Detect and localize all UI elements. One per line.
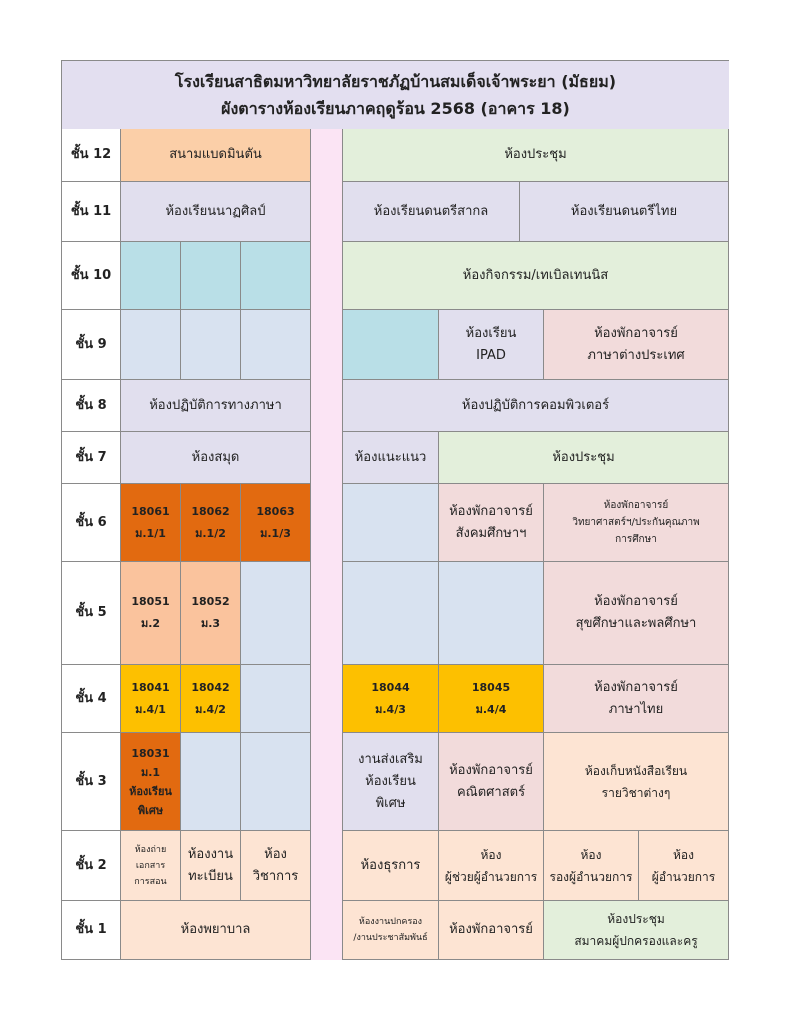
corridor [311,129,343,960]
room-western-music: ห้องเรียนดนตรีสากล [343,182,520,242]
room-document-copy: ห้องถ่าย เอกสาร การสอน [121,831,181,901]
room-f5-c [241,562,311,665]
floor-label-10: ชั้น 10 [62,242,121,310]
room-discipline-pr: ห้องงานปกครอง /งานประชาสัมพันธ์ [343,901,439,960]
floor-plan-table [61,60,729,960]
floor-label-7: ชั้น 7 [62,432,121,484]
room-deputy-director: ห้อง รองผู้อำนวยการ [544,831,639,901]
room-dance-classroom: ห้องเรียนนาฏศิลป์ [121,182,311,242]
room-f9-d [343,310,439,380]
room-f4-c [241,665,311,733]
room-18031: 18031 ม.1 ห้องเรียน พิเศษ [121,733,181,831]
room-director: ห้อง ผู้อำนวยการ [639,831,729,901]
room-f9-a [121,310,181,380]
room-administration: ห้องธุรการ [343,831,439,901]
room-18044: 18044 ม.4/3 [343,665,439,733]
room-foreign-language-teachers: ห้องพักอาจารย์ ภาษาต่างประเทศ [544,310,729,380]
room-f5-d [343,562,439,665]
room-18042: 18042 ม.4/2 [181,665,241,733]
room-f9-b [181,310,241,380]
room-computer-lab: ห้องปฏิบัติการคอมพิวเตอร์ [343,380,729,432]
floor-label-12: ชั้น 12 [62,129,121,182]
floor-label-8: ชั้น 8 [62,380,121,432]
room-guidance: ห้องแนะแนว [343,432,439,484]
room-thai-music: ห้องเรียนดนตรีไทย [520,182,729,242]
room-meeting-f12: ห้องประชุม [343,129,729,182]
room-math-teachers: ห้องพักอาจารย์ คณิตศาสตร์ [439,733,544,831]
room-academic: ห้อง วิชาการ [241,831,311,901]
plan-title [62,61,729,130]
room-thai-teachers: ห้องพักอาจารย์ ภาษาไทย [544,665,729,733]
room-badminton-court: สนามแบดมินตัน [121,129,311,182]
school-name: โรงเรียนสาธิตมหาวิทยาลัยราชภัฏบ้านสมเด็จเจ้าพระยา (มัธยม) [174,72,617,91]
room-meeting-f7: ห้องประชุม [439,432,729,484]
room-f5-e [439,562,544,665]
room-language-lab: ห้องปฏิบัติการทางภาษา [121,380,311,432]
room-pta-meeting: ห้องประชุม สมาคมผู้ปกครองและครู [544,901,729,960]
room-18061: 18061 ม.1/1 [121,484,181,562]
room-f3-c [241,733,311,831]
floor-label-4: ชั้น 4 [62,665,121,733]
room-registration: ห้องงาน ทะเบียน [181,831,241,901]
room-18052: 18052 ม.3 [181,562,241,665]
room-18063: 18063 ม.1/3 [241,484,311,562]
room-teachers-f1: ห้องพักอาจารย์ [439,901,544,960]
room-social-studies-teachers: ห้องพักอาจารย์ สังคมศึกษาฯ [439,484,544,562]
floor-label-5: ชั้น 5 [62,562,121,665]
room-f10-c [241,242,311,310]
room-assistant-director: ห้อง ผู้ช่วยผู้อำนวยการ [439,831,544,901]
floor-label-11: ชั้น 11 [62,182,121,242]
room-f10-a [121,242,181,310]
room-health-pe-teachers: ห้องพักอาจารย์ สุขศึกษาและพลศึกษา [544,562,729,665]
room-nurse: ห้องพยาบาล [121,901,311,960]
floor-label-6: ชั้น 6 [62,484,121,562]
room-library: ห้องสมุด [121,432,311,484]
plan-subtitle: ผังตารางห้องเรียนภาคฤดูร้อน 2568 (อาคาร 18) [221,99,570,118]
room-f6-empty [343,484,439,562]
room-ipad-classroom: ห้องเรียน IPAD [439,310,544,380]
room-18051: 18051 ม.2 [121,562,181,665]
room-18041: 18041 ม.4/1 [121,665,181,733]
room-f10-b [181,242,241,310]
floor-label-3: ชั้น 3 [62,733,121,831]
room-f3-b [181,733,241,831]
room-activity-table-tennis: ห้องกิจกรรม/เทเบิลเทนนิส [343,242,729,310]
room-special-class-promotion: งานส่งเสริม ห้องเรียน พิเศษ [343,733,439,831]
room-18045: 18045 ม.4/4 [439,665,544,733]
floor-label-2: ชั้น 2 [62,831,121,901]
floor-label-1: ชั้น 1 [62,901,121,960]
room-f9-c [241,310,311,380]
room-18062: 18062 ม.1/2 [181,484,241,562]
room-textbook-storage: ห้องเก็บหนังสือเรียน รายวิชาต่างๆ [544,733,729,831]
room-science-teachers: ห้องพักอาจารย์ วิทยาศาสตร์ฯ/ประกันคุณภาพ การศึกษา [544,484,729,562]
floor-label-9: ชั้น 9 [62,310,121,380]
